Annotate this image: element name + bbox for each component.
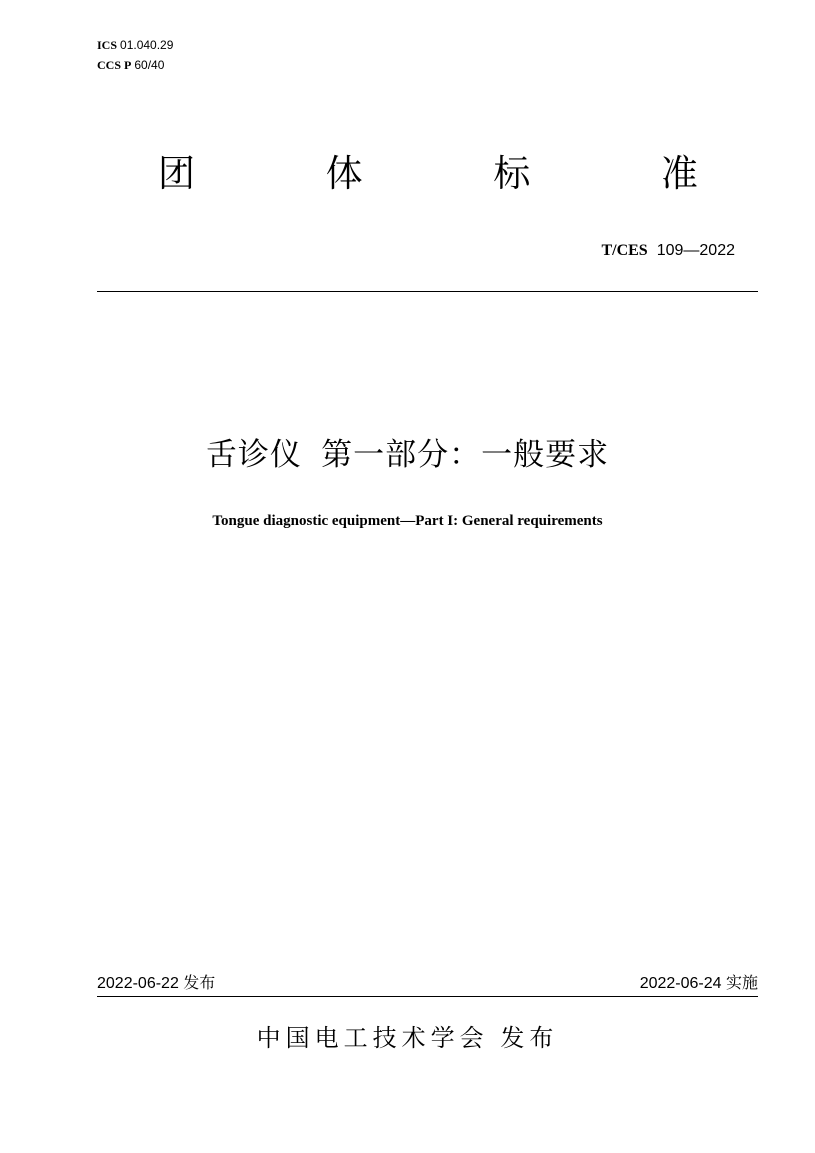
publish-date: 2022-06-22 发布 bbox=[97, 975, 216, 992]
standard-type-heading bbox=[158, 150, 698, 198]
publisher: 中国电工技术学会 发布 bbox=[256, 1025, 559, 1052]
ccs-value: 60/40 bbox=[134, 58, 165, 72]
standard-number bbox=[601, 241, 735, 261]
ccs-label: CCS P bbox=[97, 58, 132, 72]
standard-type-char: 标 bbox=[493, 153, 531, 194]
ccs-code bbox=[97, 58, 164, 72]
ics-code bbox=[97, 38, 173, 52]
ics-label: ICS bbox=[97, 38, 118, 52]
title-english: Tongue diagnostic equipment—Part I: General requirements bbox=[212, 513, 603, 529]
implement-date: 2022-06-24 实施 bbox=[639, 975, 758, 992]
title-chinese: 舌诊仪 第一部分：一般要求 bbox=[205, 437, 610, 472]
standard-number-value: 109—2022 bbox=[656, 242, 735, 259]
standard-type-char: 准 bbox=[660, 153, 698, 194]
header-divider bbox=[97, 291, 758, 292]
ics-value: 01.040.29 bbox=[120, 38, 174, 52]
footer-divider bbox=[97, 996, 758, 997]
standard-type-char: 团 bbox=[158, 153, 195, 194]
standard-type-char: 体 bbox=[325, 153, 363, 194]
standard-number-prefix: T/CES bbox=[601, 242, 648, 259]
